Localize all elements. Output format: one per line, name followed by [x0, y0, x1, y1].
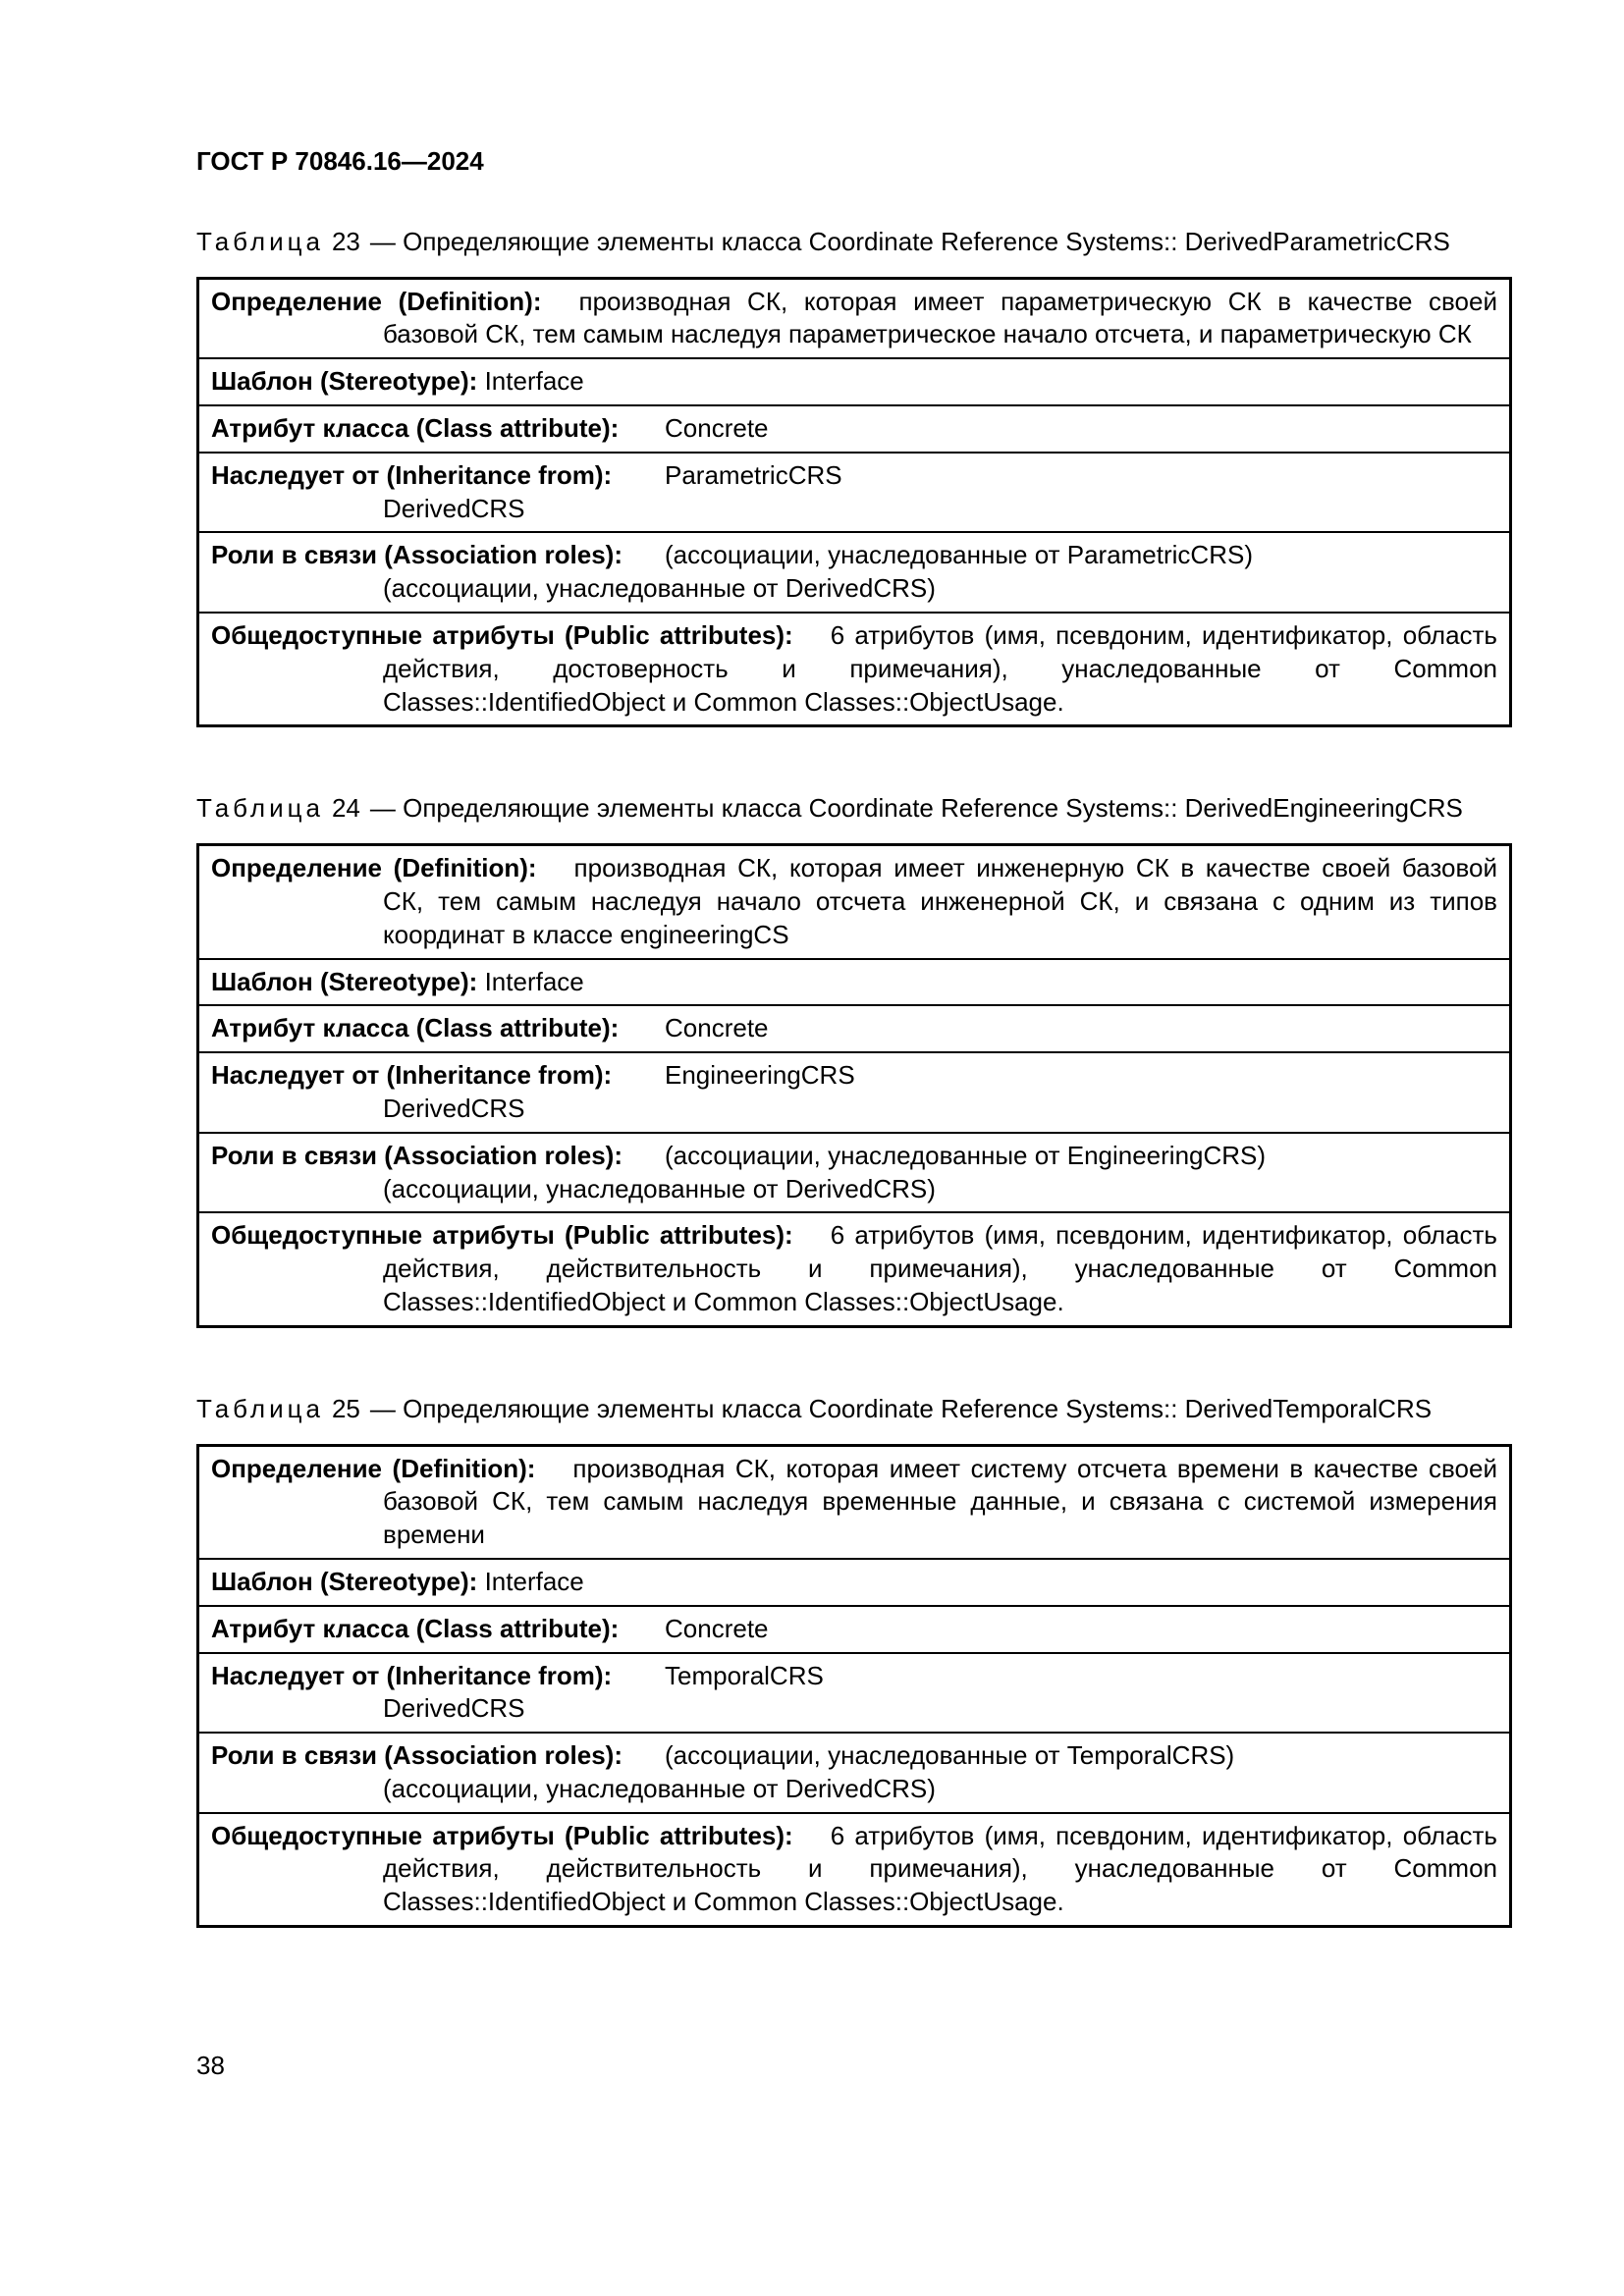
table-row — [199, 958, 1509, 1005]
row-label: Атрибут класса (Class attribute): — [211, 1613, 620, 1643]
table-caption — [196, 792, 1512, 826]
table-row — [199, 612, 1509, 724]
row-value: производная СК, которая имеет систему отсчета времени в качестве своей базовой СК, тем самым наследуя временные данные, и связана с системой измерения времени — [383, 1453, 1497, 1550]
row-label: Определение (Definition): — [211, 853, 537, 883]
row-value: производная СК, которая имеет инженерную СК в качестве своей базовой СК, тем самым наследуя начало отсчета инженерной СК, и связана с одним из типов координат в классе engineeringCS — [383, 853, 1497, 949]
table-row — [199, 1211, 1509, 1324]
page-content — [196, 145, 1512, 1993]
row-value: TemporalCRS — [665, 1660, 824, 1690]
row-label: Атрибут класса (Class attribute): — [211, 412, 620, 443]
row-label: Роли в связи (Association roles): — [211, 1140, 623, 1170]
table-row — [199, 452, 1509, 532]
row-label: Наследует от (Inheritance from): — [211, 459, 613, 490]
row-value: Interface — [484, 1566, 584, 1596]
row-label: Шаблон (Stereotype): — [211, 366, 478, 397]
row-label: Шаблон (Stereotype): — [211, 1566, 478, 1596]
table-row — [199, 1652, 1509, 1733]
row-label: Атрибут класса (Class attribute): — [211, 1013, 620, 1043]
row-value: (ассоциации, унаследованные от EngineeringCRS) — [665, 1140, 1267, 1170]
row-value: 6 атрибутов (имя, псевдоним, идентификатор, область действия, достоверность и примечания), унаследованные от Common Classes::IdentifiedObject и Common Classes::ObjectUsage. — [383, 619, 1497, 717]
row-label: Определение (Definition): — [211, 286, 542, 316]
table-row — [199, 1447, 1509, 1558]
table-row — [199, 1812, 1509, 1925]
caption-text: — Определяющие элементы класса Coordinate Reference Systems:: DerivedTemporalCRS — [369, 1393, 1433, 1423]
row-continuation: DerivedCRS — [383, 1093, 525, 1123]
table-row — [199, 280, 1509, 358]
row-continuation: (ассоциации, унаследованные от DerivedCRS) — [383, 1773, 936, 1803]
row-label: Роли в связи (Association roles): — [211, 1740, 623, 1771]
row-continuation: DerivedCRS — [383, 493, 525, 523]
row-continuation: (ассоциации, унаследованные от DerivedCRS) — [383, 1173, 936, 1203]
row-label: Шаблон (Stereotype): — [211, 966, 478, 996]
table-row — [199, 1732, 1509, 1812]
definition-table — [196, 277, 1512, 728]
row-value: 6 атрибутов (имя, псевдоним, идентификатор, область действия, действительность и примечания), унаследованные от Common Classes::IdentifiedObject и Common Classes::ObjectUsage. — [383, 1220, 1497, 1316]
table-row — [199, 1558, 1509, 1605]
table-row — [199, 531, 1509, 612]
caption-number: 25 — [331, 1393, 360, 1423]
row-label: Наследует от (Inheritance from): — [211, 1660, 613, 1690]
table-row — [199, 1132, 1509, 1212]
row-value: (ассоциации, унаследованные от ParametricCRS) — [665, 540, 1253, 570]
table-row — [199, 1051, 1509, 1132]
table-row — [199, 846, 1509, 957]
table-caption — [196, 226, 1512, 259]
page-number: 38 — [196, 2051, 225, 2080]
row-value: Concrete — [665, 412, 769, 443]
row-value: Concrete — [665, 1613, 769, 1643]
row-label: Роли в связи (Association roles): — [211, 540, 623, 570]
table-row — [199, 1004, 1509, 1051]
caption-number: 24 — [331, 793, 360, 824]
caption-word: Таблица — [196, 226, 324, 256]
row-continuation: (ассоциации, унаследованные от DerivedCRS) — [383, 573, 936, 604]
row-label: Определение (Definition): — [211, 1453, 536, 1483]
row-label: Наследует от (Inheritance from): — [211, 1060, 613, 1091]
definition-table — [196, 1444, 1512, 1929]
row-value: Interface — [484, 366, 584, 397]
row-value: EngineeringCRS — [665, 1060, 855, 1091]
table-row — [199, 1605, 1509, 1652]
table-row — [199, 404, 1509, 452]
caption-text: — Определяющие элементы класса Coordinate Reference Systems:: DerivedParametricCRS — [369, 226, 1450, 256]
caption-text: — Определяющие элементы класса Coordinate Reference Systems:: DerivedEngineeringCRS — [369, 793, 1463, 824]
row-value: (ассоциации, унаследованные от TemporalCRS) — [665, 1740, 1235, 1771]
definition-table — [196, 843, 1512, 1328]
row-value: производная СК, которая имеет параметрическую СК в качестве своей базовой СК, тем самым наследуя параметрическое начало отсчета, и параметрическую СК — [383, 286, 1497, 349]
row-value: 6 атрибутов (имя, псевдоним, идентификатор, область действия, действительность и примечания), унаследованные от Common Classes::IdentifiedObject и Common Classes::ObjectUsage. — [383, 1820, 1497, 1917]
table-row — [199, 357, 1509, 404]
table-caption — [196, 1393, 1512, 1426]
row-continuation: DerivedCRS — [383, 1693, 525, 1724]
caption-number: 23 — [331, 226, 360, 256]
caption-word: Таблица — [196, 793, 324, 824]
caption-word: Таблица — [196, 1393, 324, 1423]
row-label: Общедоступные атрибуты (Public attributes): — [211, 1220, 793, 1251]
row-value: Interface — [484, 966, 584, 996]
row-label: Общедоступные атрибуты (Public attributes): — [211, 619, 793, 650]
document-header: ГОСТ Р 70846.16—2024 — [196, 146, 484, 176]
row-value: Concrete — [665, 1013, 769, 1043]
row-label: Общедоступные атрибуты (Public attributes): — [211, 1820, 793, 1850]
row-value: ParametricCRS — [665, 459, 842, 490]
